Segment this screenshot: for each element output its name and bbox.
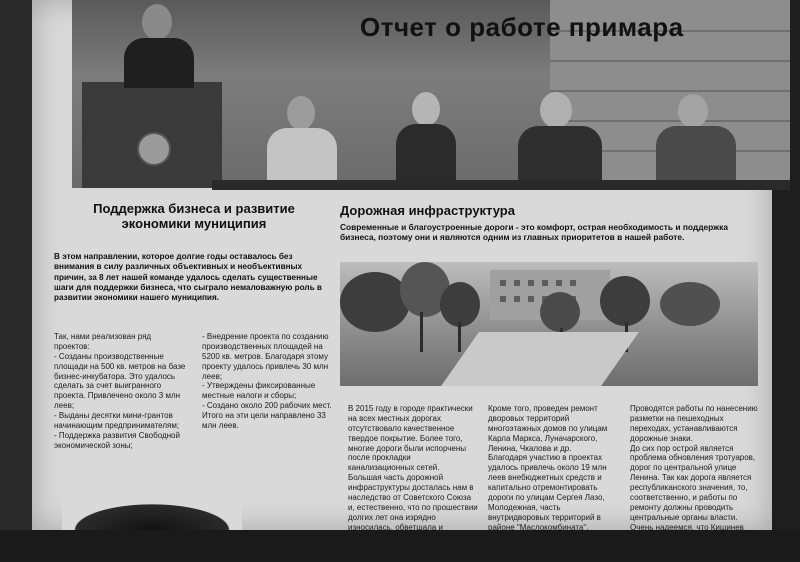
- road-path: [441, 332, 639, 386]
- business-column-1-text: Так, нами реализован ряд проектов: - Созданы производственные площади на 500 кв. метров на базе бизнес-инкубатора. Это удалось сделать за счет выигранного проекта. Привлечено около 3 млн леев; - Выданы десятки мини-грантов начинающим предпринимателям; - Поддержка развития Свободной экономической зоны;: [54, 331, 186, 450]
- bottom-photo-fragment: [62, 500, 242, 530]
- section-title-business: Поддержка бизнеса и развитие экономики муниципия: [93, 201, 295, 231]
- business-column-2-text: - Внедрение проекта по созданию производственных площадей на 5200 кв. метров. Благодаря этому проекту удалось привлечь 30 млн леев; - Утверждены фиксированные местные налоги и сборы; - Создано около 200 рабочих мест. Итого на эти цели направлено 33 млн леев.: [202, 331, 332, 431]
- roads-column-1-text: В 2015 году в городе практически на всех местных дорогах отсутствовало качественное твердое покрытие. Более того, многие дороги были испорчены после прокладки канализационных сетей. Большая часть дорожной инфраструктуры досталась нам в наследство от Советского Союза и, естественно, что по прошествии долгих лет она изрядно износилась, обветшала и требовала капитального ремонта. Проезд автотранспорта на многих участ-: [348, 403, 478, 562]
- roads-column-2-text: Кроме того, проведен ремонт дворовых территорий многоэтажных домов по улицам Карла Маркса, Луначарского, Ленина, Чкалова и др. Благодаря участию в проектах удалось привлечь около 19 млн леев внебюджетных средств и капитально отремонтировать дороги по улицам Сергея Лазо, Молодежная, часть внутридворовых территорий в районе "Маслокомбината". Перед местными органами власти стоит одна из важных задач -: [488, 403, 617, 552]
- business-column-2: [202, 322, 334, 432]
- roads-lead-text: Современные и благоустроенные дороги - это комфорт, острая необходимость и поддержка бизнеса, поэтому они и являются одним из главных приоритетов в нашей работе.: [340, 222, 728, 243]
- podium: [82, 82, 222, 188]
- roads-column-1: [348, 394, 478, 562]
- newspaper-page: [32, 0, 772, 562]
- business-column-1: [54, 322, 186, 450]
- roads-column-2: [488, 394, 620, 552]
- business-lead-text: В этом направлении, которое долгие годы оставалось без внимания в силу различных объективных и необъективных причин, за 8 лет нашей команде удалось сделать существенные шаги для поддержки бизнеса, что сыграло немаловажную роль в развитии экономики нашего муниципия.: [54, 252, 322, 302]
- section-title-roads: Дорожная инфраструктура: [340, 203, 515, 218]
- emblem-icon: [137, 132, 171, 166]
- roads-column-3-text: Проводятся работы по нанесению разметки на пешеходных переходах, устанавливаются дорожные знаки. До сих пор острой является проблема обновления тротуаров, дорог по центральной улице Ленина. Так как дорога является республиканского значения, то, соответственно, и работы по ремонту должны проводить центральные органы власти. Очень надеемся, что Кишинев выполнит взятые на себя обязательства и: [630, 403, 758, 552]
- road-photo: [340, 262, 758, 386]
- page-headline: Отчет о работе примара: [360, 12, 684, 42]
- conference-table: [212, 180, 790, 190]
- roads-column-3: [630, 394, 760, 552]
